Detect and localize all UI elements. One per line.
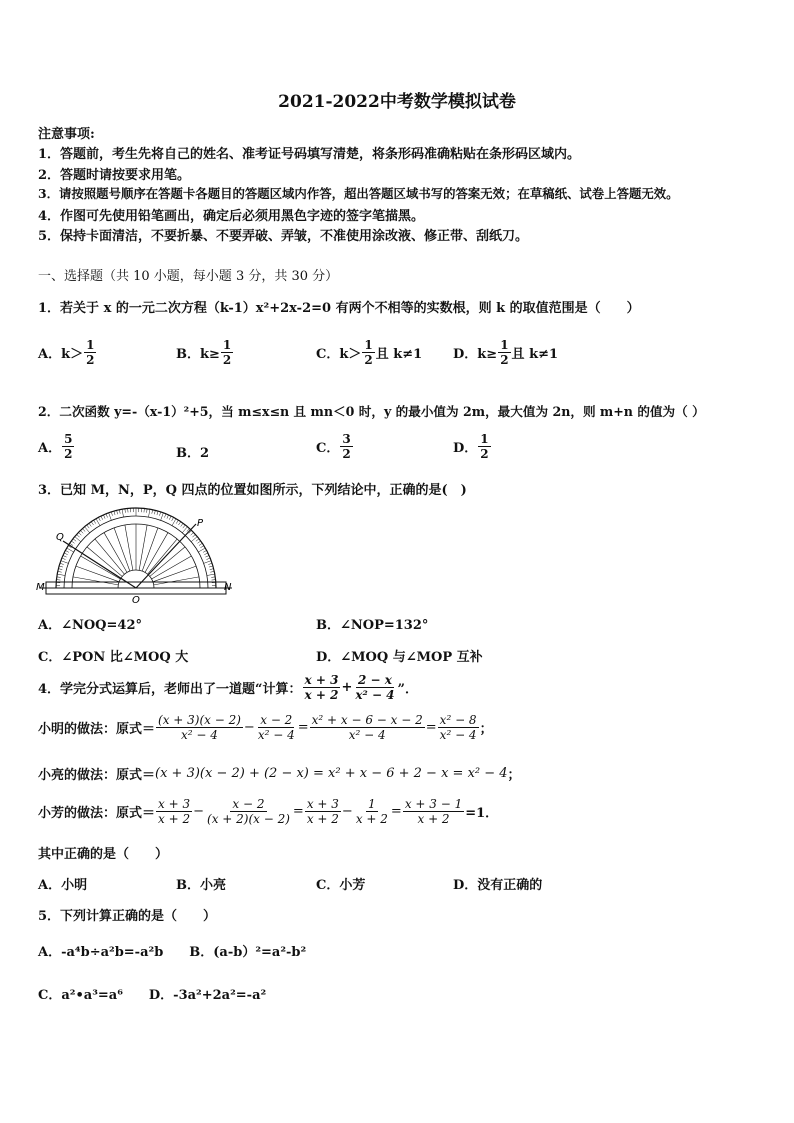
protractor-tick [101, 516, 103, 520]
q1-option-b: B．k≥ $\frac{1}{2}$ [176, 338, 232, 367]
q3-stem: 3．已知 M，N，P，Q 四点的位置如图所示，下列结论中，正确的是( ) [38, 483, 467, 498]
protractor-tick [164, 514, 165, 518]
protractor-tick [169, 516, 171, 520]
q2-stem: 2．二次函数 y=-（x-1）²+5，当 m≤x≤n 且 mn＜0 时，y 的最小值为 2m，最大值为 2n，则 m+n 的值为（ ） [38, 404, 705, 419]
protractor-tick [64, 553, 68, 555]
protractor-tick [82, 529, 85, 532]
point-label-p: P [197, 518, 204, 529]
protractor-tick [63, 555, 67, 557]
protractor-figure [36, 506, 236, 606]
protractor-tick [154, 510, 155, 514]
protractor-tick [58, 569, 62, 570]
q4-which: 其中正确的是（ ） [38, 847, 169, 862]
protractor-ray [125, 525, 133, 570]
protractor-tick [67, 548, 74, 552]
protractor-tick [209, 566, 213, 567]
q5-options-ab: A．-a⁴b÷a²b=-a²b B．(a-b）²=a²-b² [38, 945, 307, 960]
q5-stem: 5．下列计算正确的是（ ） [38, 909, 217, 924]
notice-item: 5．保持卡面清洁，不要折暴、不要弄破、弄皱，不准使用涂改液、修正带、刮纸刀。 [38, 229, 529, 244]
protractor-tick [203, 550, 207, 552]
q1-option-a: A．k＞ $\frac{1}{2}$ [38, 338, 95, 367]
protractor-tick [200, 546, 203, 548]
protractor-ray [104, 533, 127, 573]
protractor-tick [196, 539, 199, 541]
protractor-tick [109, 513, 112, 521]
protractor-tick [191, 532, 194, 535]
protractor-tick [62, 558, 66, 559]
protractor-tick [176, 520, 178, 523]
protractor-tick [206, 558, 210, 559]
point-label-n: N [224, 582, 232, 593]
protractor-tick [103, 515, 105, 519]
q2-option-d: D． $\frac{1}{2}$ [453, 432, 489, 461]
protractor-tick [114, 511, 115, 515]
protractor-tick [204, 561, 212, 564]
q3-option-b: B．∠NOP=132° [316, 618, 429, 633]
protractor-tick [71, 541, 74, 543]
q4-option-b: B．小亮 [176, 878, 226, 893]
point-label-o: O [132, 595, 140, 606]
protractor-tick [178, 522, 180, 525]
protractor-tick [94, 520, 96, 523]
protractor-tick [172, 519, 176, 526]
protractor-ray [152, 556, 192, 579]
protractor-tick [58, 571, 62, 572]
protractor-tick [119, 510, 120, 514]
protractor-tick [96, 519, 100, 526]
notice-item: 2．答题时请按要求用笔。 [38, 168, 191, 183]
q3-option-c: C．∠PON 比∠MOQ 大 [38, 650, 189, 665]
protractor-ray [73, 577, 118, 585]
protractor-tick [111, 512, 112, 516]
protractor-tick [57, 577, 61, 578]
q5-options-cd: C．a²•a³=a⁶ D．-3a²+2a²=-a² [38, 988, 267, 1003]
section-heading: 一、选择题（共 10 小题，每小题 3 分，共 30 分） [38, 269, 339, 284]
protractor-tick [210, 571, 214, 572]
q1-option-d: D．k≥ $\frac{1}{2}$ 且 k≠1 [453, 338, 559, 367]
protractor-tick [89, 523, 91, 526]
q2-option-b: B．2 [176, 446, 210, 461]
protractor-tick [117, 510, 118, 514]
protractor-tick [98, 517, 100, 521]
protractor-tick [77, 534, 80, 537]
protractor-tick [147, 509, 148, 513]
q2-option-a: A． $\frac{5}{2}$ [38, 432, 73, 461]
protractor-tick [73, 539, 76, 541]
protractor-ray [139, 525, 147, 570]
q4-fang-method: 小芳的做法：原式＝ $\frac{x + 3}{x + 2}$ − $\frac{x - 2}{(x + 2)(x - 2)}$ = $\frac{x + 3}{x + 2}$ − $\frac{1}{x + 2}$ = $\frac{x + 3 - 1}{x + 2}$ =1． [38, 797, 499, 826]
q4-liang-method: 小亮的做法：原式＝ (x + 3)(x − 2) + (2 − x) = x² + x − 6 + 2 − x = x² − 4 ； [38, 766, 521, 783]
q3-option-a: A．∠NOQ=42° [38, 618, 142, 633]
protractor-tick [78, 532, 81, 535]
q4-option-a: A．小明 [38, 878, 88, 893]
protractor-tick [192, 534, 195, 537]
q4-option-d: D．没有正确的 [453, 878, 543, 893]
protractor-tick [172, 517, 174, 521]
protractor-tick [57, 574, 65, 575]
protractor-tick [205, 555, 209, 557]
protractor-tick [157, 511, 158, 515]
protractor-tick [61, 561, 69, 564]
protractor-tick [197, 541, 200, 543]
q2-option-c: C． $\frac{3}{2}$ [316, 432, 351, 461]
protractor-ray [154, 577, 199, 585]
protractor-tick [183, 525, 185, 528]
notice-heading: 注意事项: [38, 127, 95, 142]
q3-option-d: D．∠MOQ 与∠MOP 互补 [316, 650, 483, 665]
protractor-tick [59, 566, 63, 567]
exam-title: 2021-2022中考数学模拟试卷 [278, 92, 516, 112]
notice-item: 4．作图可先使用铅笔画出，确定后必须用黑色字迹的签字笔描黑。 [38, 209, 425, 224]
protractor-tick [210, 569, 214, 570]
q4-option-c: C．小芳 [316, 878, 366, 893]
protractor-ray [81, 556, 121, 579]
protractor-tick [91, 522, 93, 525]
q4-ming-method: 小明的做法：原式＝ $\frac{(x + 3)(x - 2)}{\text{x² − 4}}$ − $\frac{x - 2}{\text{x² − 4}}$ = $\frac{\text{x² + x − 6 − x − 2}}{\text{x² − 4}}$ = $\frac{\text{x² − 8}}{\text{x² − 4}}$ ； [38, 713, 493, 742]
protractor-tick [167, 515, 169, 519]
protractor-tick [106, 514, 107, 518]
protractor-tick [207, 574, 215, 575]
point-label-q: Q [56, 532, 64, 543]
protractor-tick [87, 525, 89, 528]
protractor-tick [199, 543, 202, 545]
notice-item: 1．答题前，考生先将自己的姓名、准考证号码填写清楚，将条形码准确粘贴在条形码区域内。 [38, 147, 581, 162]
point-label-m: M [36, 582, 45, 593]
q1-stem: 1．若关于 x 的一元二次方程（k-1）x²+2x-2=0 有两个不相等的实数根，则 k 的取值范围是（ ） [38, 301, 640, 316]
protractor-tick [159, 512, 160, 516]
protractor-tick [208, 563, 212, 564]
protractor-tick [152, 510, 153, 514]
q4-stem: 4．学完分式运算后，老师出了一道题“计算： $\frac{x + 3}{x + 2}$ + $\frac{2 - x}{\text{x² − 4}}$ ”． [38, 673, 419, 702]
protractor-tick [161, 513, 164, 521]
protractor-tick [204, 553, 208, 555]
protractor-tick [211, 577, 215, 578]
protractor-tick [65, 550, 69, 552]
protractor-tick [149, 509, 150, 517]
protractor-tick [198, 548, 205, 552]
protractor-tick [60, 563, 64, 564]
protractor-tick [181, 523, 183, 526]
notice-item: 3．请按照题号顺序在答题卡各题目的答题区域内作答，超出答题区域书写的答案无效；在草稿纸、试卷上答题无效。 [38, 186, 679, 201]
protractor-tick [80, 530, 83, 533]
q1-option-c: C．k＞ $\frac{1}{2}$ 且 k≠1 [316, 338, 423, 367]
protractor-tick [125, 509, 126, 513]
protractor-tick [122, 509, 123, 517]
